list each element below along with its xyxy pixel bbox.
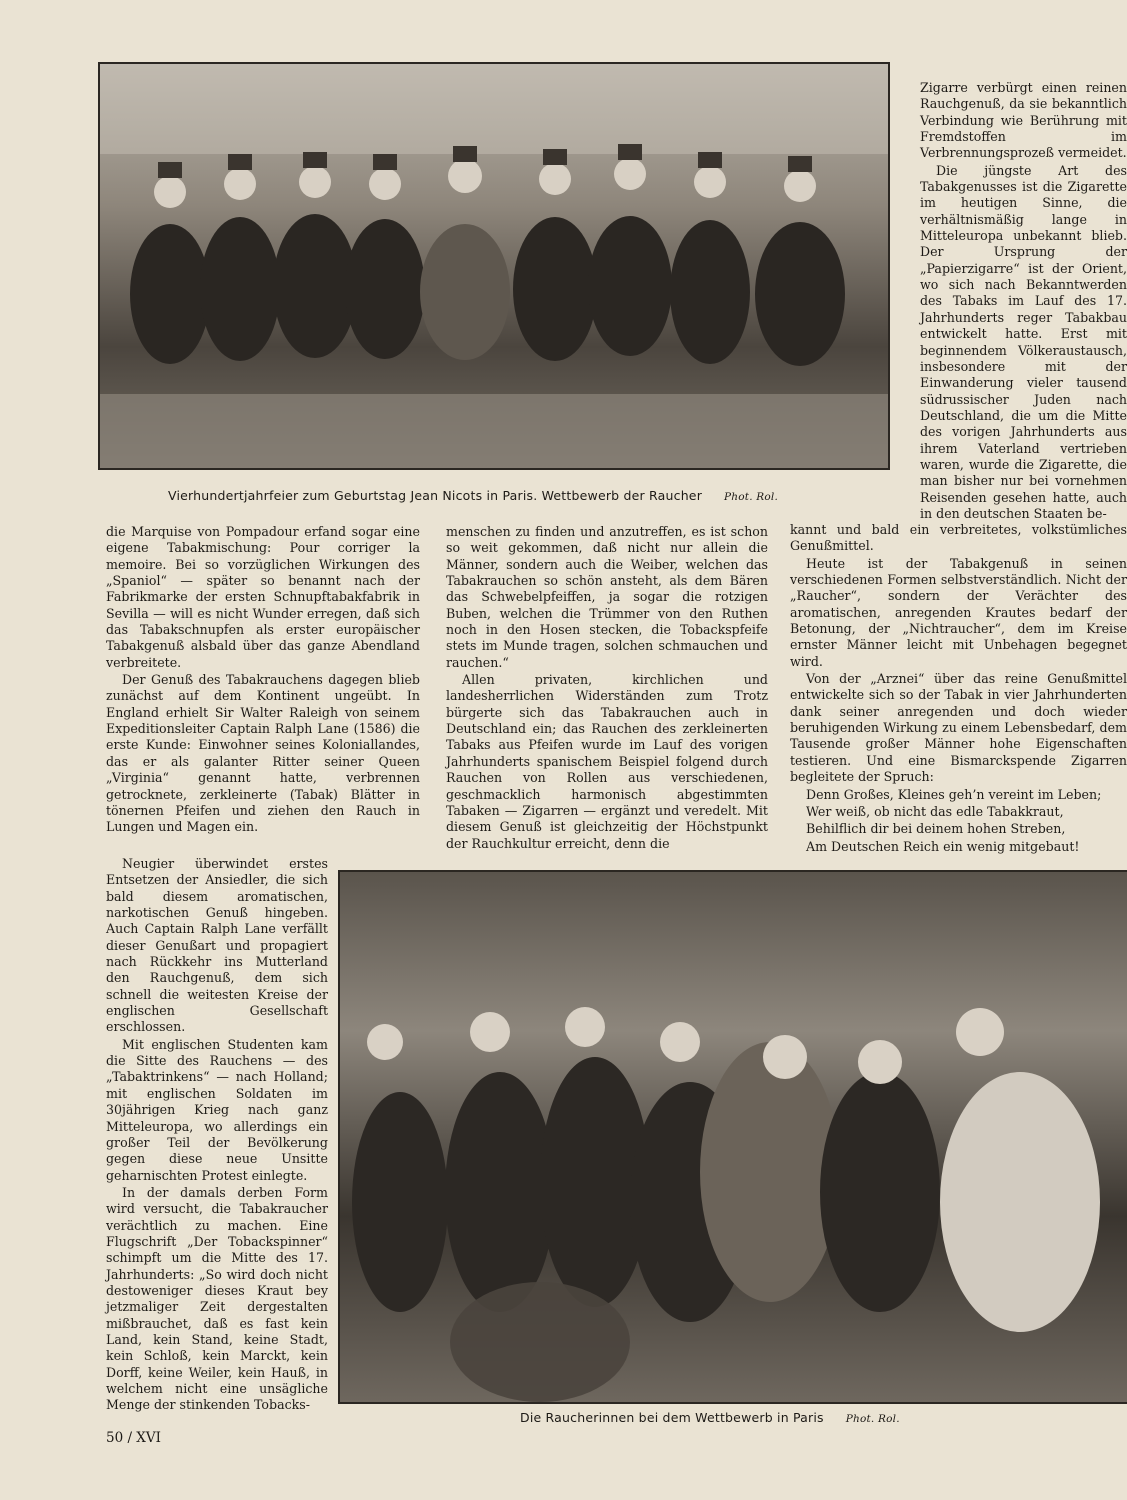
column-1-narrow: [106, 856, 328, 1415]
photo2-credit: Phot. Rol.: [845, 1413, 900, 1425]
paragraph: Die jüngste Art des Tabakgenusses ist die Zigarette im heutigen Sinne, die verhältnismäßig lange in Mitteleuropa unbekannt blieb. Der Ursprung der „Papierzigarre“ ist der Orient, wo sich nach Bekanntwerden des Tabaks im Lauf des 17. Jahrhunderts reger Tabakbau entwickelt hatte. Erst mit beginnendem Völkeraustausch, insbesondere mit der Einwanderung vieler tausend südrussischer Juden nach Deutschland, die um die Mitte des vorigen Jahrhunderts aus ihrem Vaterland vertrieben waren, wurde die Zigarette, die man bisher nur bei vornehmen Reisenden gesehen hatte, auch in den deutschen Staaten be-: [920, 162, 1127, 521]
paragraph: menschen zu finden und anzutreffen, es ist schon so weit gekommen, daß nicht nur allein die Männer, sondern auch die Weiber, welchen das Tabakrauchen so schön ansteht, als dem Bären das Schwebelpfeiffen, ja sogar die rotzigen Buben, welchen die Trümmer von den Ruthen noch in den Hosen stecken, die Tobackspfeife stets im Munde tragen, solchen schmauchen und rauchen.“: [446, 524, 768, 670]
paragraph: Neugier überwindet erstes Entsetzen der Ansiedler, die sich bald diesem aromatischen, narkotischen Genuß hingeben. Auch Captain Ralph Lane verfällt dieser Genußart und propagiert nach Rückkehr ins Mutterland den Rauchgenuß, dem sich schnell die weitesten Kreise der englischen Gesellschaft erschlossen.: [106, 856, 328, 1035]
photo1-credit: Phot. Rol.: [724, 491, 779, 503]
paragraph: kannt und bald ein verbreitetes, volkstümliches Genußmittel.: [790, 522, 1127, 554]
photo-men-smoking-contest: [98, 62, 890, 470]
paragraph: Zigarre verbürgt einen reinen Rauchgenuß, da sie bekanntlich Verbindung wie Berührung mit Fremdstoffen im Verbrennungsprozeß vermeidet.: [920, 80, 1127, 161]
column-3: [790, 522, 1127, 856]
verse-line: Denn Großes, Kleines geh’n vereint im Leben;: [806, 786, 1102, 802]
photo1-caption-text: Vierhundertjahrfeier zum Geburtstag Jean Nicots in Paris. Wettbewerb der Raucher: [168, 488, 703, 503]
photo2-caption: [520, 1410, 900, 1425]
column-right-top: [920, 80, 1127, 523]
paragraph: die Marquise von Pompadour erfand sogar eine eigene Tabakmischung: Pour corriger la memoire. Bei so vorzüglichen Wirkungen des „Spaniol“ — später so benannt nach der Fabrikmarke der ersten Schnupftabakfabrik in Sevilla — will es nicht Wunder erregen, daß sich das Tabakschnupfen als erster europäischer Tabakgenuß alsbald über das ganze Abendland verbreitete.: [106, 524, 420, 670]
paragraph: Der Genuß des Tabakrauchens dagegen blieb zunächst auf dem Kontinent ungeübt. In England erhielt Sir Walter Raleigh von seinem Expeditionsleiter Captain Ralph Lane (1586) die erste Kunde: Einwohner seines Koloniallandes, das er als galanter Ritter seiner Queen „Virginia“ genannt hatte, verbrennen getrocknete, zerkleinerte (Tabak) Blätter in tönernen Pfeifen und ziehen den Rauch in Lungen und Magen ein.: [106, 672, 420, 835]
photo2-caption-text: Die Raucherinnen bei dem Wettbewerb in Paris: [520, 1410, 824, 1425]
verse-line: Behilflich dir bei deinem hohen Streben,: [806, 821, 1066, 837]
paragraph: Allen privaten, kirchlichen und landesherrlichen Widerständen zum Trotz bürgerte sich das Tabakrauchen auch in Deutschland ein; das Rauchen des zerkleinerten Tabaks aus Pfeifen wurde im Lauf des vorigen Jahrhunderts spanischem Beispiel folgend durch Rauchen von Rollen aus verschiedenen, geschmacklich harmonisch abgestimmten Tabaken — Zigarren — ergänzt und veredelt. Mit diesem Genuß ist gleichzeitig der Höchstpunkt der Rauchkultur erreicht, denn die: [446, 672, 768, 851]
page-number: 50 / XVI: [106, 1430, 162, 1446]
verse-line: Am Deutschen Reich ein wenig mitgebaut!: [806, 838, 1080, 854]
paragraph: Von der „Arznei“ über das reine Genußmittel entwickelte sich so der Tabak in vier Jahrhunderten dank seiner anregenden und doch wieder beruhigenden Wirkung zu einem Lebensbedarf, dem Tausende großer Männer hohe Eigenschaften testieren. Und eine Bismarckspende Zigarren begleitete der Spruch:: [790, 671, 1127, 785]
photo-women-smoking-contest: [338, 870, 1127, 1404]
photo1-caption: [168, 488, 778, 503]
column-2: [446, 524, 768, 853]
verse: [790, 787, 1127, 855]
paragraph: Heute ist der Tabakgenuß in seinen verschiedenen Formen selbstverständlich. Nicht der „Raucher“, sondern der Verächter des aromatischen, anregenden Krautes bedarf der Betonung, der „Nichtraucher“, dem im Kreise ernster Männer leicht mit Unbehagen begegnet wird.: [790, 555, 1127, 669]
verse-line: Wer weiß, ob nicht das edle Tabakkraut,: [806, 803, 1064, 819]
column-1: [106, 524, 420, 837]
paragraph: In der damals derben Form wird versucht, die Tabakraucher verächtlich zu machen. Eine Flugschrift „Der Tobackspinner“ schimpft um die Mitte des 17. Jahrhunderts: „So wird doch nicht destoweniger dieses Kraut bey jetzmaliger Zeit dergestalten mißbrauchet, daß es fast kein Land, kein Stand, keine Stadt, kein Schloß, kein Marckt, kein Dorff, keine Weiler, kein Hauß, in welchem nicht eine unsägliche Menge der stinkenden Tobacks-: [106, 1184, 328, 1413]
paragraph: Mit englischen Studenten kam die Sitte des Rauchens — des „Tabaktrinkens“ — nach Holland; mit englischen Soldaten im 30jährigen Krieg nach ganz Mitteleuropa, wo allerdings ein großer Teil der Bevölkerung gegen diese neue Unsitte geharnischten Protest einlegte.: [106, 1036, 328, 1183]
